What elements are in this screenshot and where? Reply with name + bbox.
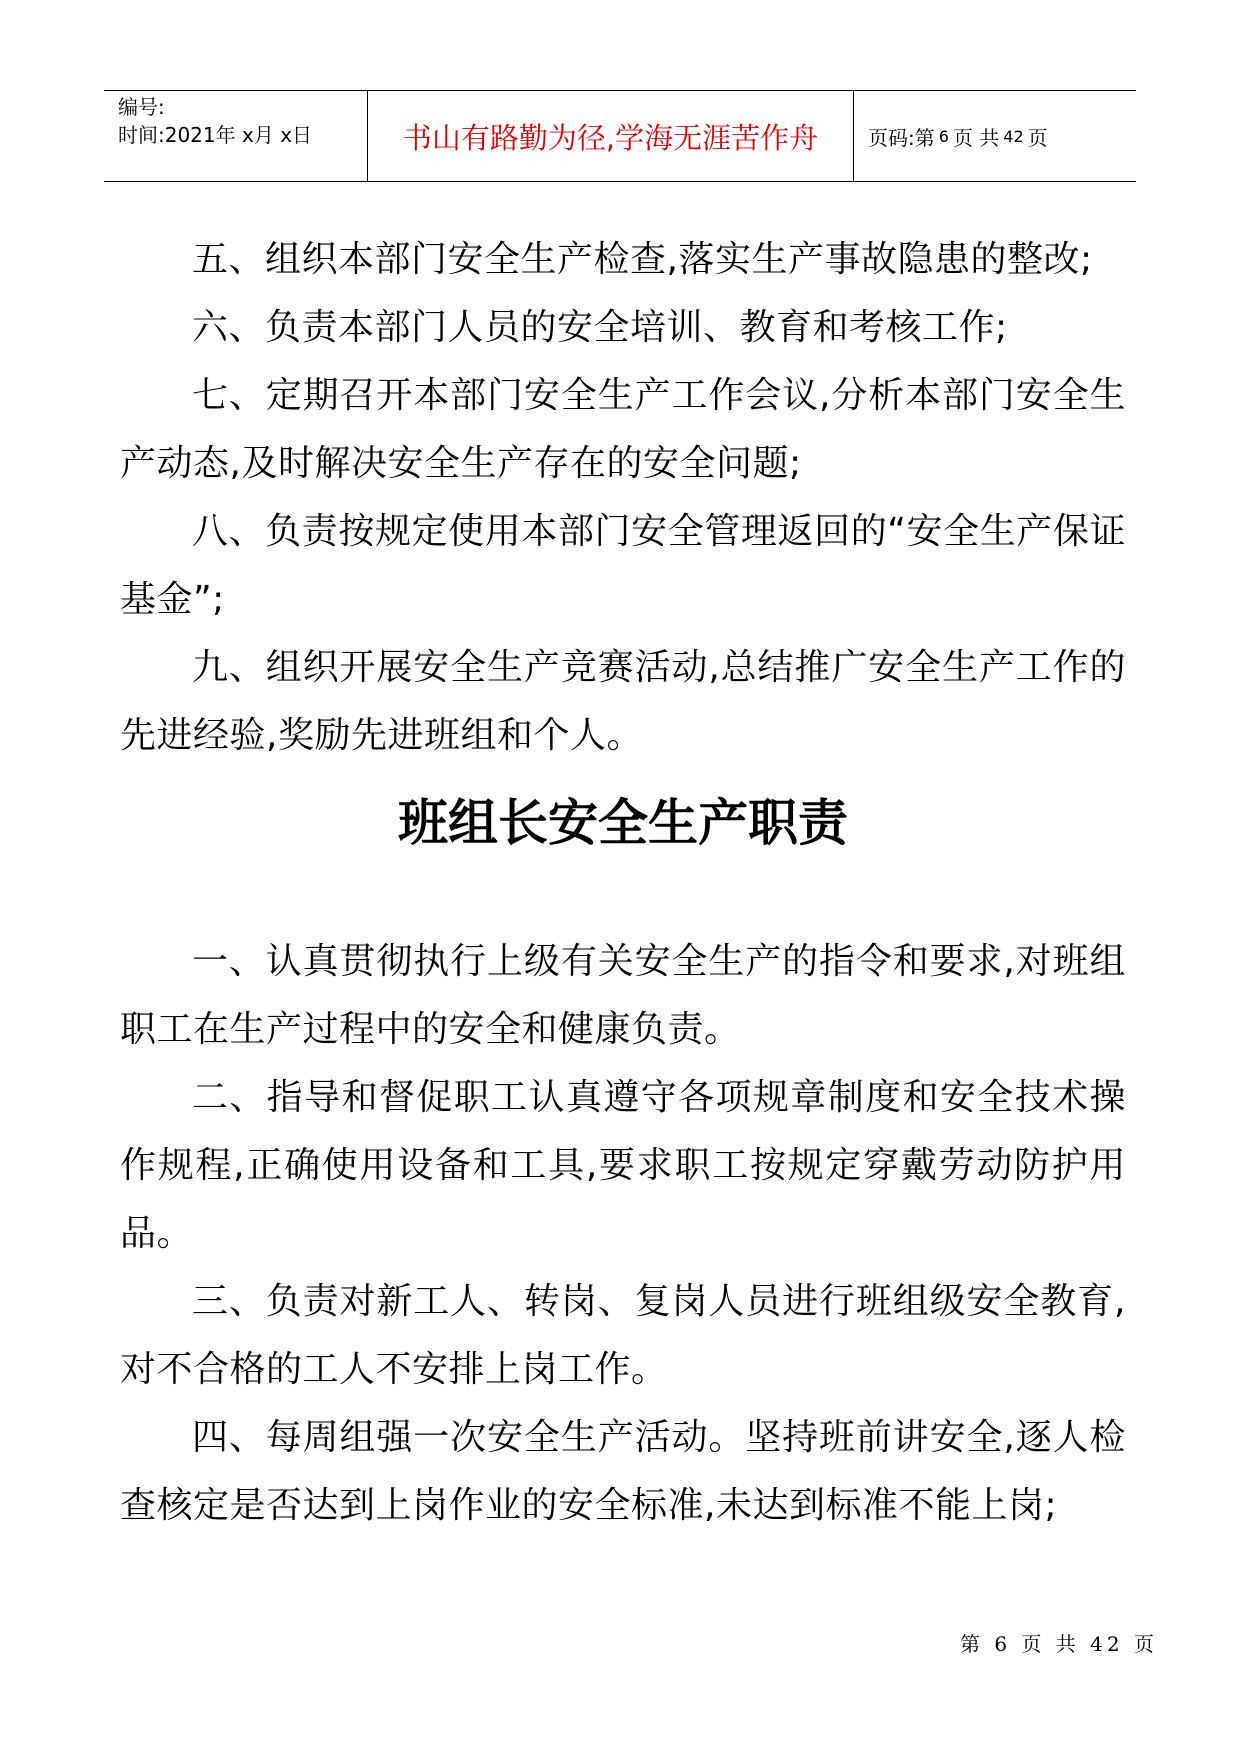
time-prefix: 时间:2021 xyxy=(118,123,216,147)
paragraph: 二、指导和督促职工认真遵守各项规章制度和安全技术操作规程,正确使用设备和工具,要求职工按规定穿戴劳动防护用品。 xyxy=(120,1077,1126,1254)
paragraph: 六、负责本部门人员的安全培训、教育和考核工作; xyxy=(192,307,1008,348)
page-current: 6 xyxy=(938,126,949,146)
time-day-unit: 日 xyxy=(292,123,313,147)
paragraph: 八、负责按规定使用本部门安全管理返回的“安全生产保证基金”; xyxy=(120,511,1126,620)
time-year-unit: 年 xyxy=(215,123,236,147)
paragraph: 七、定期召开本部门安全生产工作会议,分析本部门安全生产动态,及时解决安全生产存在的安全问题; xyxy=(120,375,1126,484)
header-page-info xyxy=(854,91,1136,181)
header-meta xyxy=(104,91,368,181)
paragraph: 三、负责对新工人、转岗、复岗人员进行班组级安全教育,对不合格的工人不安排上岗工作。 xyxy=(120,1281,1126,1390)
number-label: 编号: xyxy=(118,95,165,119)
time-month-value: x xyxy=(242,123,254,147)
paragraph: 九、组织开展安全生产竞赛活动,总结推广安全生产工作的先进经验,奖励先进班组和个人。 xyxy=(120,647,1126,756)
page-prefix: 页码:第 xyxy=(868,125,935,150)
page-suffix: 页 xyxy=(1027,125,1048,150)
header-motto: 书山有路勤为径,学海无涯苦作舟 xyxy=(368,91,854,181)
time-month-unit: 月 xyxy=(253,123,274,147)
document-body xyxy=(120,226,1126,1540)
paragraph: 一、认真贯彻执行上级有关安全生产的指令和要求,对班组职工在生产过程中的安全和健康负责。 xyxy=(120,941,1126,1050)
section-title: 班组长安全生产职责 xyxy=(398,794,848,852)
paragraph: 五、组织本部门安全生产检查,落实生产事故隐患的整改; xyxy=(192,239,1093,280)
paragraph: 四、每周组强一次安全生产活动。坚持班前讲安全,逐人检查核定是否达到上岗作业的安全标准,未达到标准不能上岗; xyxy=(120,1417,1126,1526)
page-footer: 第 6 页 共 42 页 xyxy=(960,1632,1158,1656)
page-header xyxy=(104,90,1136,182)
time-day-value: x xyxy=(280,123,293,147)
time-line xyxy=(118,121,367,149)
page-total: 42 xyxy=(1003,126,1024,146)
page-middle: 页 共 xyxy=(952,125,1000,150)
